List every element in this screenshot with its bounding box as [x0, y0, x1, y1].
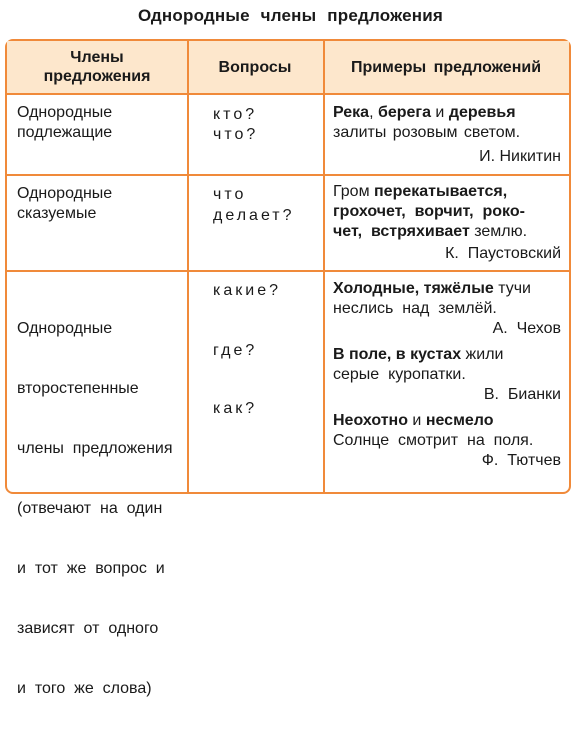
page-title: Однородные члены предложения	[137, 6, 444, 25]
divider	[7, 174, 569, 176]
divider	[7, 270, 569, 272]
author: К. Паустовский	[445, 245, 561, 262]
table-header	[7, 41, 569, 93]
header-examples: Примеры предложений	[350, 58, 542, 76]
divider	[7, 93, 569, 95]
header-questions: Вопросы	[218, 58, 292, 76]
member-secondary: Однородные второстепенные члены предложения (отвечают на один и тот же вопрос и зависят от одного и того же слова)	[17, 320, 173, 697]
example-predicates: Гром перекатывается, грохочет, ворчит, роко- чет, встряхивает землю. К. Паустовский	[333, 183, 561, 262]
example-subjects: Река, берега и деревья залиты розовым светом. И. Никитин	[333, 104, 561, 165]
member-subjects: Однородные подлежащие	[17, 104, 113, 141]
member-predicates: Однородные сказуемые	[17, 185, 113, 222]
grammar-table	[5, 39, 571, 697]
question-which: какие?	[213, 282, 281, 299]
author: И. Никитин	[479, 148, 561, 165]
column-divider	[323, 41, 325, 492]
column-divider	[187, 41, 189, 492]
example-line: Река, берега и деревья	[333, 104, 516, 121]
question-where: где?	[213, 342, 258, 359]
author: А. Чехов	[492, 320, 561, 337]
questions-subjects: кто? что?	[213, 106, 259, 143]
author: Ф. Тютчев	[481, 452, 561, 469]
example-secondary: Холодные, тяжёлые тучи неслись над землёй. А. Чехов В поле, в кустах жили серые куропатки. В. Бианки Неохотно и несмело Солнце смотрит на поля. Ф. Тютчев	[333, 280, 561, 469]
question-how: как?	[213, 400, 258, 417]
questions-predicates: что делает?	[213, 186, 295, 224]
header-members: Члены предложения	[43, 49, 151, 85]
author: В. Бианки	[483, 386, 561, 403]
